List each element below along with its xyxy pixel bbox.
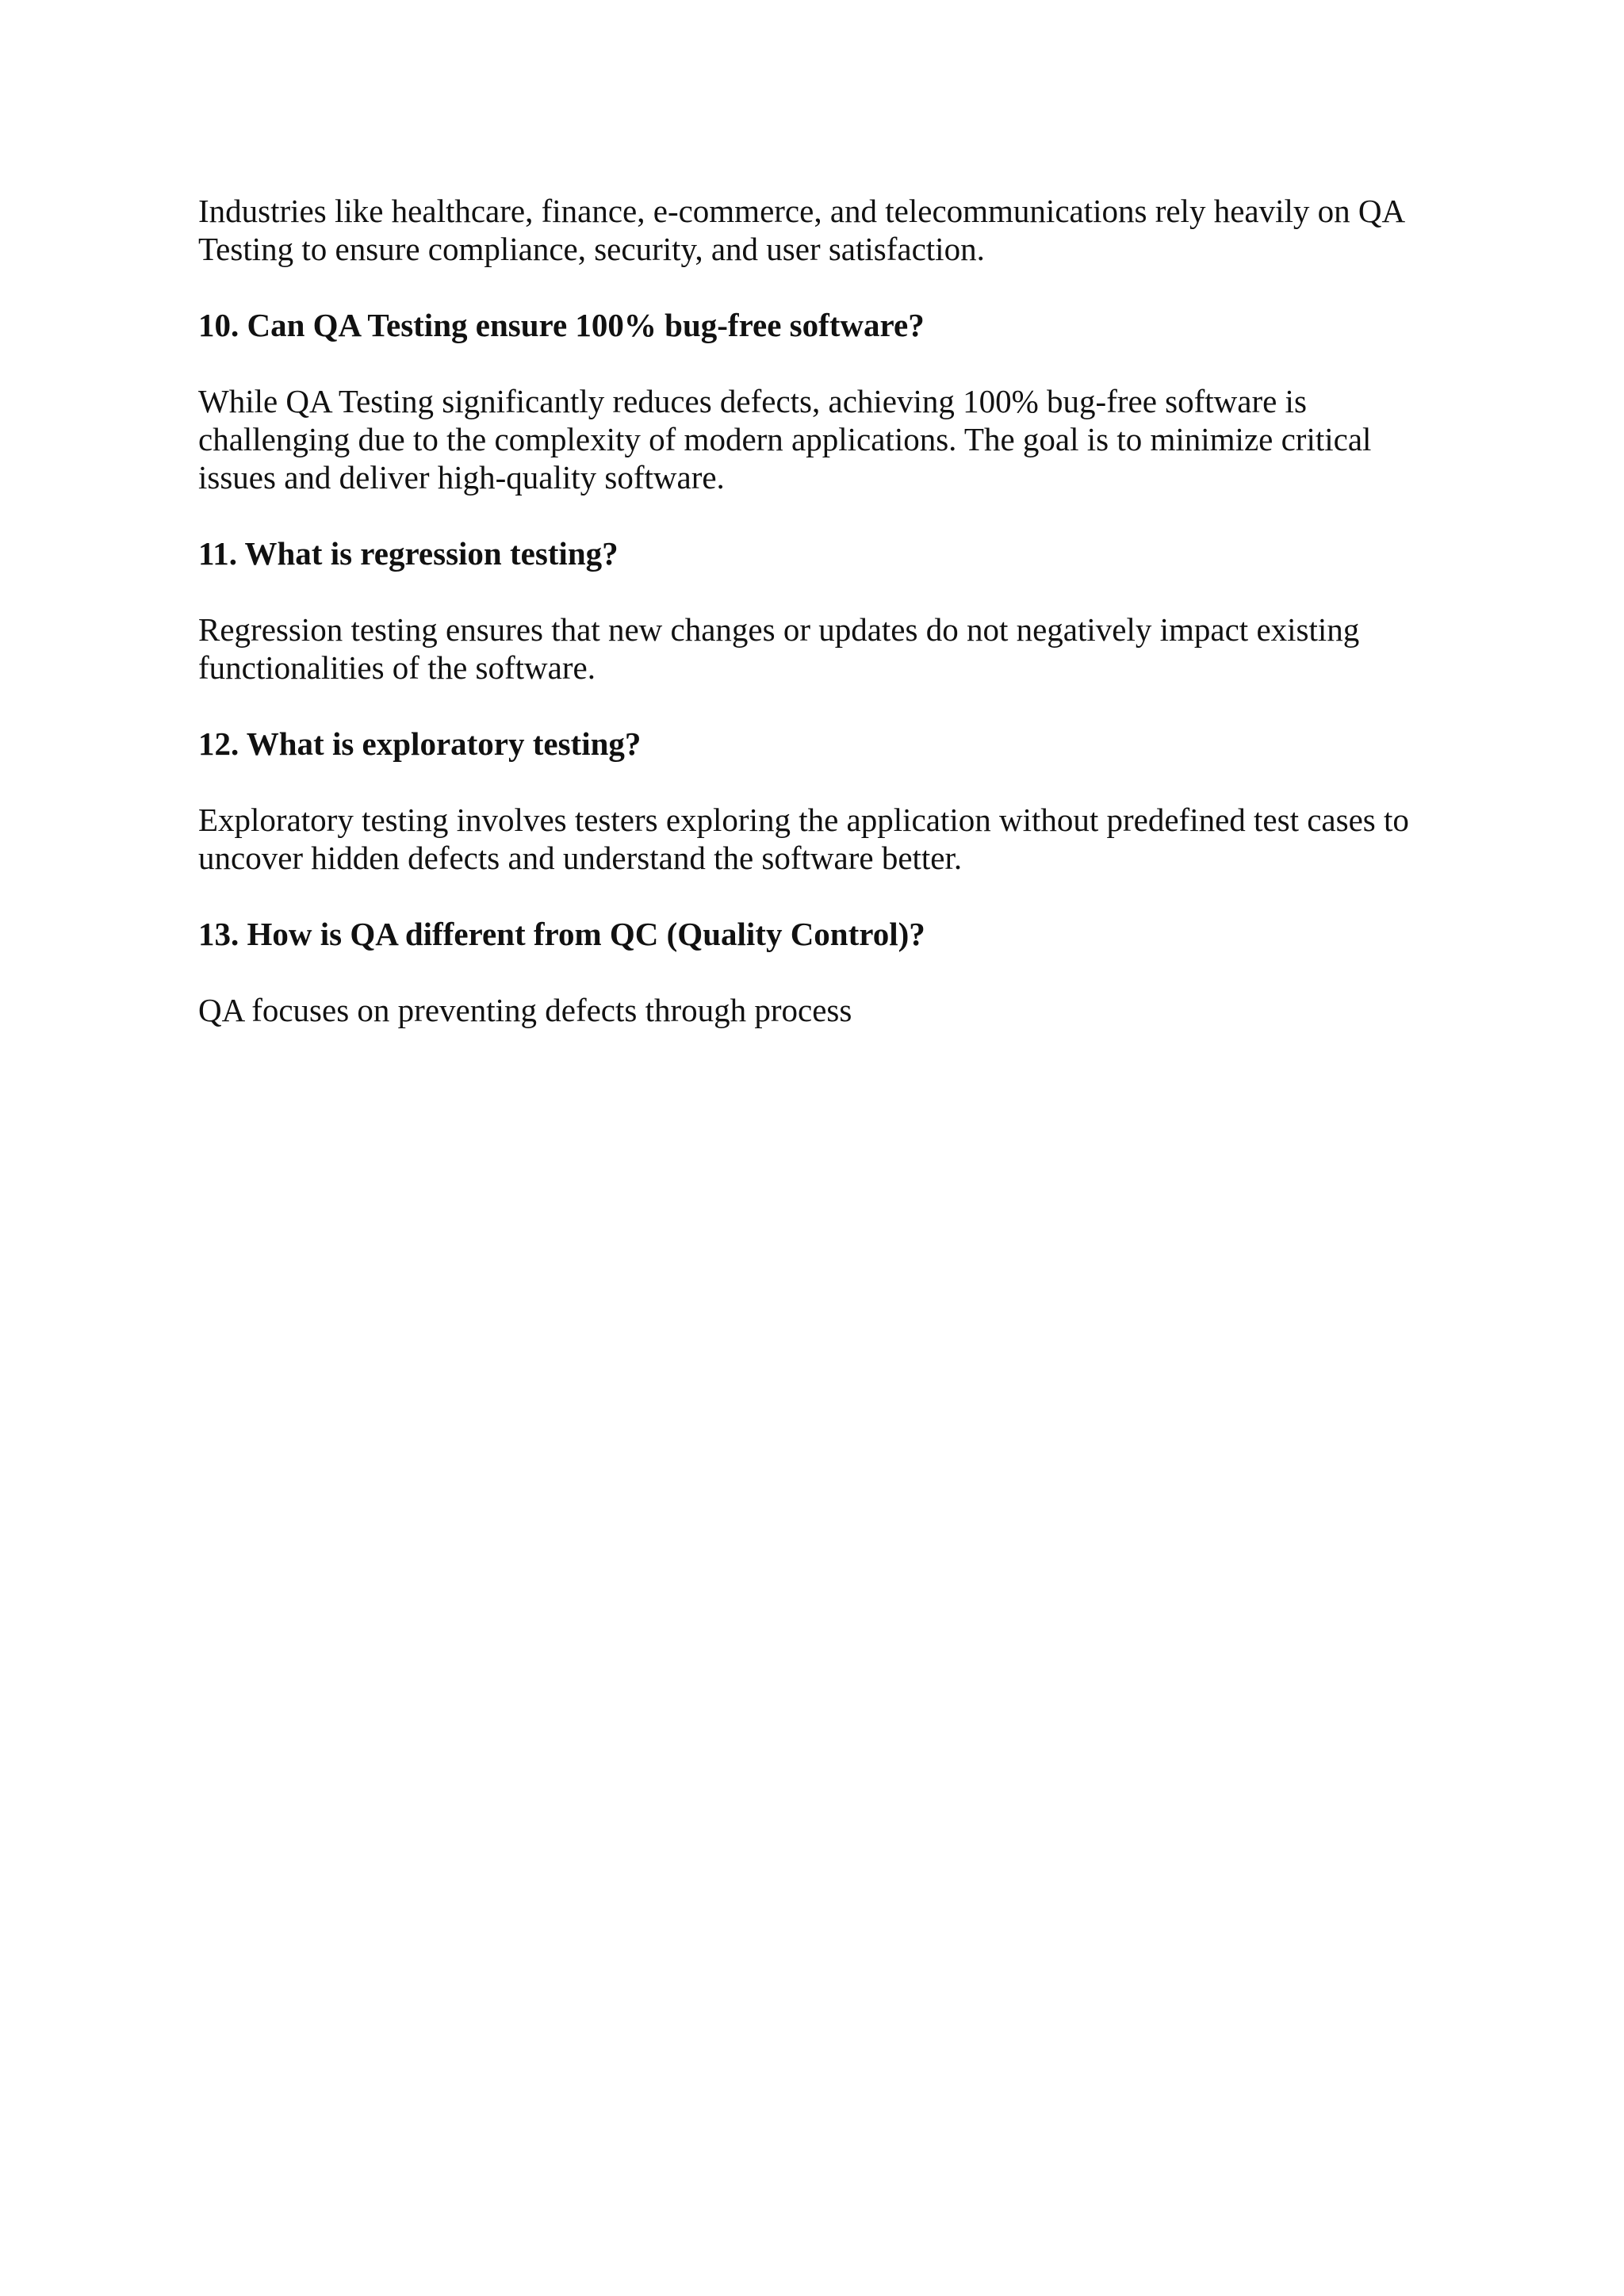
section-paragraph-11 (198, 610, 1451, 687)
section-paragraph-10 (198, 382, 1451, 496)
section-heading-13: 13. How is QA different from QC (Quality Control)? (198, 916, 925, 952)
section-paragraph-13 (198, 991, 1451, 1029)
document-body (198, 192, 1451, 1067)
intro-paragraph (198, 192, 1451, 268)
paragraph-line: issues and deliver high-quality software. (198, 459, 725, 496)
paragraph-line: uncover hidden defects and understand the software better. (198, 840, 963, 876)
paragraph-line: functionalities of the software. (198, 649, 596, 686)
paragraph-line: QA focuses on preventing defects through process (198, 992, 852, 1028)
paragraph-line: challenging due to the complexity of modern applications. The goal is to minimize critical (198, 421, 1372, 457)
paragraph-line: Industries like healthcare, finance, e-commerce, and telecommunications rely heavily on QA (198, 193, 1406, 229)
section-heading-12: 12. What is exploratory testing? (198, 725, 642, 762)
paragraph-line: Testing to ensure compliance, security, and user satisfaction. (198, 231, 985, 267)
paragraph-line: While QA Testing significantly reduces defects, achieving 100% bug-free software is (198, 383, 1307, 419)
section-paragraph-12 (198, 801, 1451, 877)
paragraph-line: Regression testing ensures that new changes or updates do not negatively impact existing (198, 611, 1360, 648)
paragraph-line: Exploratory testing involves testers exploring the application without predefined test cases to (198, 802, 1409, 838)
section-heading-11: 11. What is regression testing? (198, 535, 619, 572)
section-heading-10: 10. Can QA Testing ensure 100% bug-free software? (198, 307, 925, 343)
